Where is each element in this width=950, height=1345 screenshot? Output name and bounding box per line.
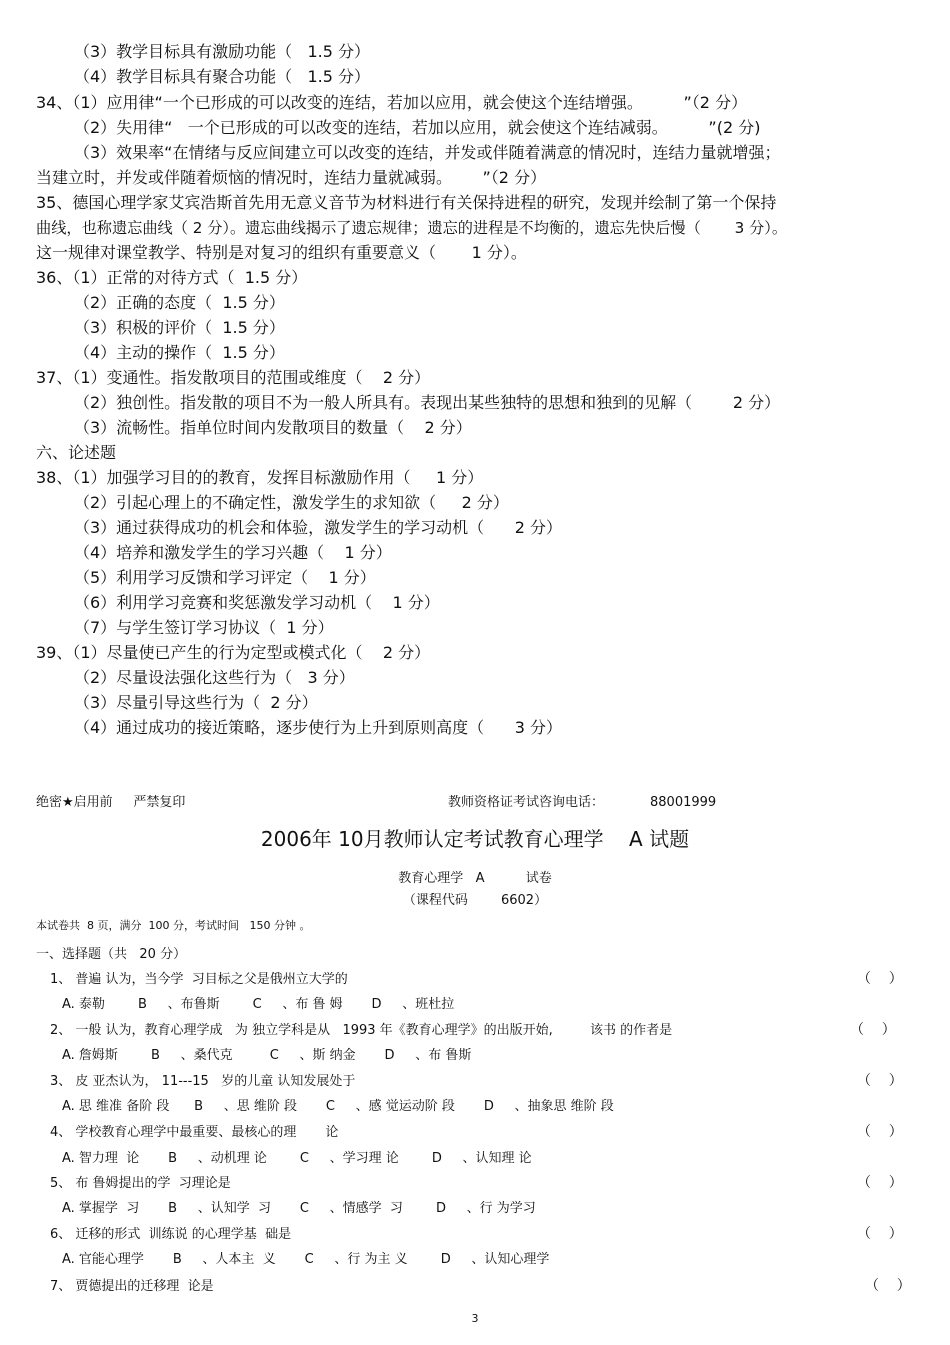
question-stem: 2、 一般 认为，教育心理学成 为 独立学科是从 1993 年《教育心理学》的出版开始, 该书 的作者是 [50, 1023, 673, 1038]
answer-line: （2）失用律“ 一个已形成的可以改变的连结，若加以应用，就会使这个连结减弱。 ”(2 分) [74, 118, 761, 137]
question-stem: 7、 贾德提出的迁移理 论是 [50, 1279, 214, 1294]
question-options: A. 智力理 论 B 、动机理 论 C 、学习理 论 D 、认知理 论 [62, 1151, 532, 1166]
answer-line: （2）正确的态度（ 1.5 分） [74, 293, 285, 312]
phone-label: 教师资格证考试咨询电话： [448, 795, 605, 810]
answer-line: （5）利用学习反馈和学习评定（ 1 分） [74, 568, 376, 587]
answer-line: （4）通过成功的接近策略，逐步使行为上升到原则高度（ 3 分） [74, 718, 562, 737]
answer-blank: （ ） [857, 1226, 903, 1242]
question-options: A. 官能心理学 B 、人本主 义 C 、行 为主 义 D 、认知心理学 [62, 1252, 550, 1267]
answer-line: 当建立时，并发或伴随着烦恼的情况时，连结力量就减弱。 ”（2 分） [36, 168, 547, 187]
answer-blank: （ ） [857, 1124, 903, 1140]
question-stem: 6、 迁移的形式 训练说 的心理学基 础是 [50, 1227, 292, 1242]
question-stem: 4、 学校教育心理学中最重要、最核心的理 论 [50, 1125, 339, 1140]
answer-line: （3）教学目标具有激励功能（ 1.5 分） [74, 42, 370, 61]
answer-line: 37、（1）变通性。指发散项目的范围或维度（ 2 分） [36, 368, 431, 387]
answer-line: 39、（1）尽量使已产生的行为定型或模式化（ 2 分） [36, 643, 431, 662]
answer-line: （4）培养和激发学生的学习兴趣（ 1 分） [74, 543, 392, 562]
answer-line: 35、德国心理学家艾宾浩斯首先用无意义音节为材料进行有关保持进程的研究，发现并绘制了第一个保持 [36, 193, 777, 212]
answer-line: （2）尽量设法强化这些行为（ 3 分） [74, 668, 355, 687]
answer-line: （3）效果率“在情绪与反应间建立可以改变的连结，并发或伴随着满意的情况时，连结力量就增强； [74, 143, 781, 162]
exam-info: 本试卷共 8 页，满分 100 分，考试时间 150 分钟 。 [36, 919, 311, 932]
answer-line: （3）流畅性。指单位时间内发散项目的数量（ 2 分） [74, 418, 472, 437]
phone-number: 88001999 [650, 795, 717, 810]
page-number: 3 [471, 1312, 479, 1325]
course-code: （课程代码 6602） [402, 893, 548, 908]
question-stem: 5、 布 鲁姆提出的学 习理论是 [50, 1176, 231, 1191]
question-options: A. 思 维准 备阶 段 B 、思 维阶 段 C 、感 觉运动阶 段 D 、抽象思 维阶 段 [62, 1099, 614, 1114]
answer-line: 34、（1）应用律“一个已形成的可以改变的连结，若加以应用，就会使这个连结增强。 ”（2 分） [36, 93, 748, 112]
answer-blank: （ ） [857, 1073, 903, 1089]
answer-blank: （ ） [857, 1175, 903, 1191]
answer-line: （3）通过获得成功的机会和体验，激发学生的学习动机（ 2 分） [74, 518, 562, 537]
question-stem: 1、 普遍 认为，当今学 习目标之父是俄州立大学的 [50, 972, 348, 987]
answer-line: 这一规律对课堂教学、特别是对复习的组织有重要意义（ 1 分）。 [36, 243, 527, 262]
answer-line: 曲线，也称遗忘曲线（ 2 分）。遗忘曲线揭示了遗忘规律；遗忘的进程是不均衡的，遗忘先快后慢（ 3 分）。 [36, 219, 788, 237]
answer-blank: （ ） [865, 1278, 911, 1294]
answer-blank: （ ） [850, 1022, 896, 1038]
section-heading: 一、选择题（共 20 分） [36, 947, 187, 962]
answer-line: 38、（1）加强学习目的的教育，发挥目标激励作用（ 1 分） [36, 468, 484, 487]
question-options: A. 泰勒 B 、布鲁斯 C 、布 鲁 姆 D 、班杜拉 [62, 997, 455, 1012]
answer-line: （2）独创性。指发散的项目不为一般人所具有。表现出某些独特的思想和独到的见解（ 2 分） [74, 393, 781, 412]
answer-line: 36、（1）正常的对待方式（ 1.5 分） [36, 268, 308, 287]
answer-line: （3）积极的评价（ 1.5 分） [74, 318, 285, 337]
question-options: A. 詹姆斯 B 、桑代克 C 、斯 纳金 D 、布 鲁斯 [62, 1048, 472, 1063]
section-heading: 六、论述题 [36, 443, 117, 462]
answer-line: （7）与学生签订学习协议（ 1 分） [74, 618, 334, 637]
answer-line: （4）教学目标具有聚合功能（ 1.5 分） [74, 67, 370, 86]
answer-line: （2）引起心理上的不确定性，激发学生的求知欲（ 2 分） [74, 493, 509, 512]
answer-blank: （ ） [857, 971, 903, 987]
confidential-notice: 绝密★启用前 严禁复印 [36, 795, 186, 810]
question-options: A. 掌握学 习 B 、认知学 习 C 、情感学 习 D 、行 为学习 [62, 1201, 536, 1216]
answer-line: （4）主动的操作（ 1.5 分） [74, 343, 285, 362]
exam-subtitle: 教育心理学 A 试卷 [398, 871, 552, 886]
answer-line: （3）尽量引导这些行为（ 2 分） [74, 693, 318, 712]
answer-line: （6）利用学习竞赛和奖惩激发学习动机（ 1 分） [74, 593, 440, 612]
question-stem: 3、 皮 亚杰认为， 11---15 岁的儿童 认知发展处于 [50, 1074, 356, 1089]
exam-title: 2006年 10月教师认定考试教育心理学 A 试题 [260, 827, 690, 851]
